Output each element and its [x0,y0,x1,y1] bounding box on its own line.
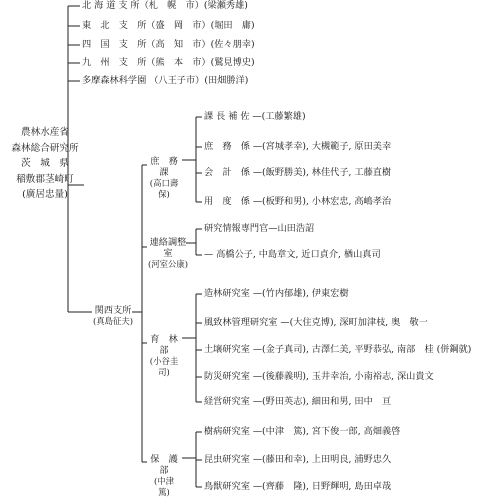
ikurin-unit: 風致林管理研究室 —(大住克博), 深町加津枝, 奥 敬一 [204,317,428,328]
dept-shomu-name: 庶 務 課 [150,156,187,178]
branch-shikoku: 四 国 支 所（高 知 市）(佐々朋幸) [82,39,255,50]
renraku-unit: 研究情報専門官—山田浩詔 [204,223,315,234]
dept-ikurin-head: (小谷圭司) [149,356,179,377]
branch-tama: 多摩森林科学園 （八王子市）(田畑勝洋) [82,75,249,86]
hogo-unit: 鳥獣研究室 —(齊藤 隆), 日野輝明, 島田卓哉 [204,481,392,492]
branch-hokkaido: 北 海 道 支 所（札 幌 市）(梁瀬秀雄) [82,0,248,11]
branch-kyushu: 九 州 支 所（熊 本 市）(鷲見博史) [82,57,255,68]
dept-hogo [144,454,187,498]
dept-shomu [144,156,187,200]
dept-renraku-head: (河室公康) [147,259,189,269]
shomu-unit: 会 計 係 —(飯野勝美), 林佳代子, 工藤直樹 [204,167,392,178]
dept-hogo-head: (中津 篤) [153,476,183,497]
ikurin-unit: 土壌研究室 —(金子真司), 古澤仁美, 平野恭弘, 南部 桂 (併鋼就) [204,344,472,355]
shomu-unit: 用 度 係 —(板野和男), 小林宏忠, 高嶋孝治 [204,196,392,207]
branch-tohoku: 東 北 支 所（盛 岡 市）(堀田 庸) [82,20,255,31]
root-line-director: (廣居忠量) [22,189,68,200]
root-line-town: 稲敷郡茎崎町 [16,173,74,185]
kansai-branch-name: 関西支所 [94,305,132,316]
kansai-branch [92,305,134,327]
root-line-prefecture: 茨 城 県 [21,158,69,169]
dept-shomu-head: (高口壽保) [149,178,179,199]
ikurin-unit: 防災研究室 —(後藤義明), 玉井幸治, 小南裕志, 深山貴文 [204,371,434,382]
ikurin-unit: 造林研究室 —(竹内郁雄), 伊東宏樹 [204,288,349,299]
dept-renraku [146,237,190,270]
root-organization [6,125,84,203]
root-line-ministry: 農林水産省 [21,127,69,138]
hogo-unit: 樹病研究室 —(中津 篤), 宮下俊一郎, 高畑義啓 [204,426,401,437]
kansai-branch-head: (真島征夫) [92,316,134,326]
dept-renraku-name: 連絡調整室 [149,237,187,259]
renraku-unit: — 高橋公子, 中島章文, 近口貞介, 楢山真司 [204,249,381,260]
root-line-institute: 森林総合研究所 [11,142,79,154]
hogo-unit: 昆虫研究室 —(藤田和幸), 上田明良, 浦野忠久 [204,454,392,465]
dept-ikurin-name: 育 林 部 [150,334,187,356]
ikurin-unit: 経営研究室 —(野田英志), 細田和男, 田中 亘 [204,396,392,407]
shomu-unit: 課 長 補 佐 —(工藤繁雄) [204,111,306,122]
shomu-unit: 庶 務 係 —(宮城孝幸), 大槻範子, 原田美幸 [204,141,392,152]
dept-ikurin [144,334,187,378]
dept-hogo-name: 保 護 部 [150,454,187,476]
